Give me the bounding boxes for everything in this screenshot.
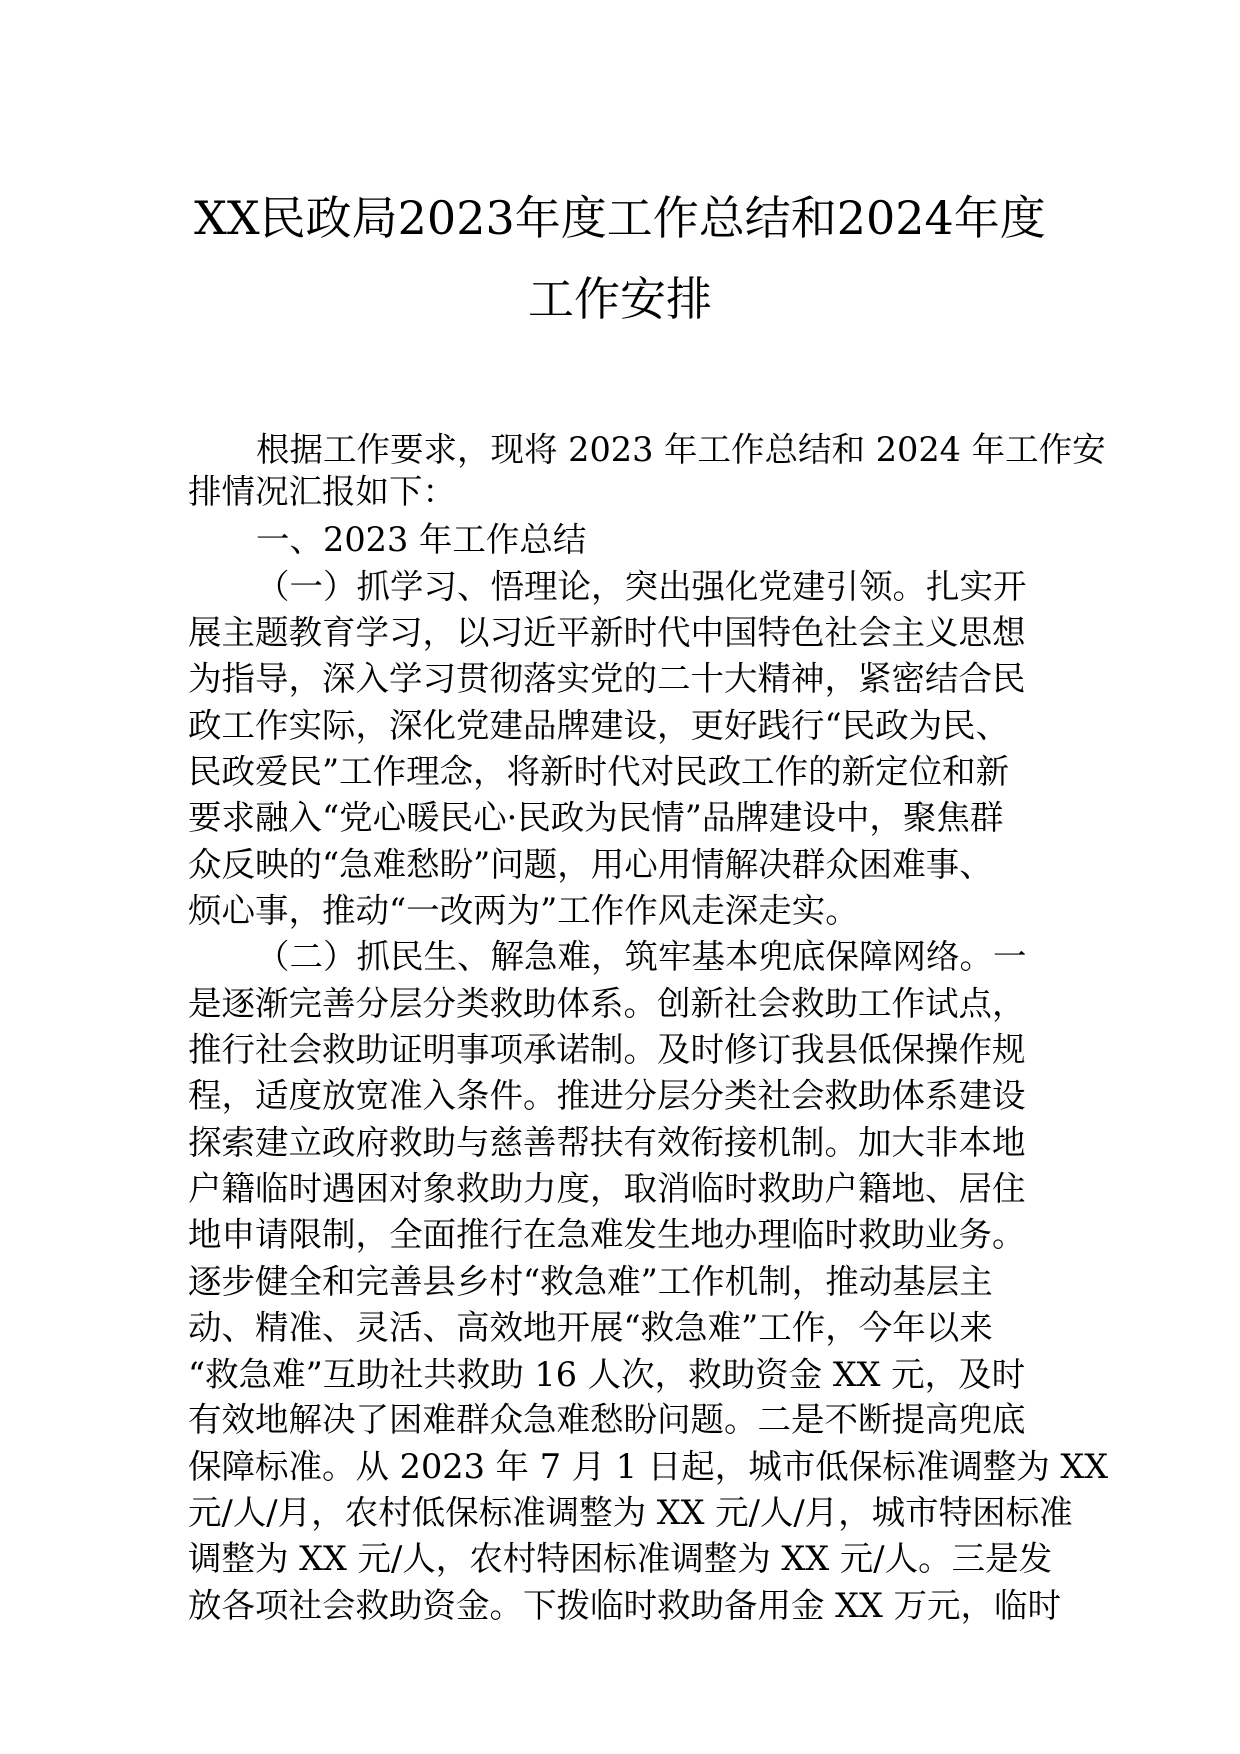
paragraph-intro-line-2: 排情况汇报如下：	[188, 472, 456, 511]
paragraph-2-line-10: “救急难”互助社共救助 16 人次，救助资金 XX 元，及时	[188, 1355, 1026, 1394]
paragraph-2-line-3: 推行社会救助证明事项承诺制。及时修订我县低保操作规	[188, 1030, 1026, 1069]
paragraph-2-line-13: 元/人/月，农村低保标准调整为 XX 元/人/月，城市特困标准	[188, 1493, 1073, 1532]
document-title-line-1: XX民政局2023年度工作总结和2024年度	[194, 191, 1046, 245]
paragraph-2-line-11: 有效地解决了困难群众急难愁盼问题。二是不断提高兜底	[188, 1400, 1026, 1439]
paragraph-2-line-4: 程，适度放宽准入条件。推进分层分类社会救助体系建设	[188, 1076, 1026, 1115]
paragraph-2-line-14: 调整为 XX 元/人，农村特困标准调整为 XX 元/人。三是发	[188, 1539, 1053, 1578]
paragraph-2-line-7: 地申请限制，全面推行在急难发生地办理临时救助业务。	[188, 1215, 1026, 1254]
paragraph-2-line-8: 逐步健全和完善县乡村“救急难”工作机制，推动基层主	[188, 1262, 993, 1301]
paragraph-1-line-7: 众反映的“急难愁盼”问题，用心用情解决群众困难事、	[188, 845, 993, 884]
paragraph-intro-line-1: 根据工作要求，现将 2023 年工作总结和 2024 年工作安	[256, 430, 1106, 469]
paragraph-1-line-2: 展主题教育学习，以习近平新时代中国特色社会主义思想	[188, 613, 1026, 652]
paragraph-2-line-1: （二）抓民生、解急难，筑牢基本兜底保障网络。一	[256, 937, 1027, 976]
paragraph-2-line-9: 动、精准、灵活、高效地开展“救急难”工作，今年以来	[188, 1308, 993, 1347]
paragraph-1-line-5: 民政爱民”工作理念，将新时代对民政工作的新定位和新	[188, 752, 1010, 791]
paragraph-1-line-3: 为指导，深入学习贯彻落实党的二十大精神，紧密结合民	[188, 659, 1026, 698]
paragraph-2-line-6: 户籍临时遇困对象救助力度，取消临时救助户籍地、居住	[188, 1169, 1026, 1208]
paragraph-1-line-8: 烦心事，推动“一改两为”工作作风走深走实。	[188, 891, 859, 930]
section-heading-1: 一、2023 年工作总结	[256, 520, 587, 559]
paragraph-2-line-2: 是逐渐完善分层分类救助体系。创新社会救助工作试点，	[188, 984, 1026, 1023]
paragraph-1-line-4: 政工作实际，深化党建品牌建设，更好践行“民政为民、	[188, 706, 1010, 745]
paragraph-1-line-6: 要求融入“党心暖民心·民政为民情”品牌建设中，聚焦群	[188, 798, 1004, 837]
paragraph-1-line-1: （一）抓学习、悟理论，突出强化党建引领。扎实开	[256, 567, 1027, 606]
paragraph-2-line-12: 保障标准。从 2023 年 7 月 1 日起，城市低保标准调整为 XX	[188, 1447, 1109, 1486]
document-title-line-2: 工作安排	[528, 272, 712, 326]
paragraph-2-line-5: 探索建立政府救助与慈善帮扶有效衔接机制。加大非本地	[188, 1123, 1026, 1162]
paragraph-2-line-15: 放各项社会救助资金。下拨临时救助备用金 XX 万元，临时	[188, 1586, 1061, 1625]
